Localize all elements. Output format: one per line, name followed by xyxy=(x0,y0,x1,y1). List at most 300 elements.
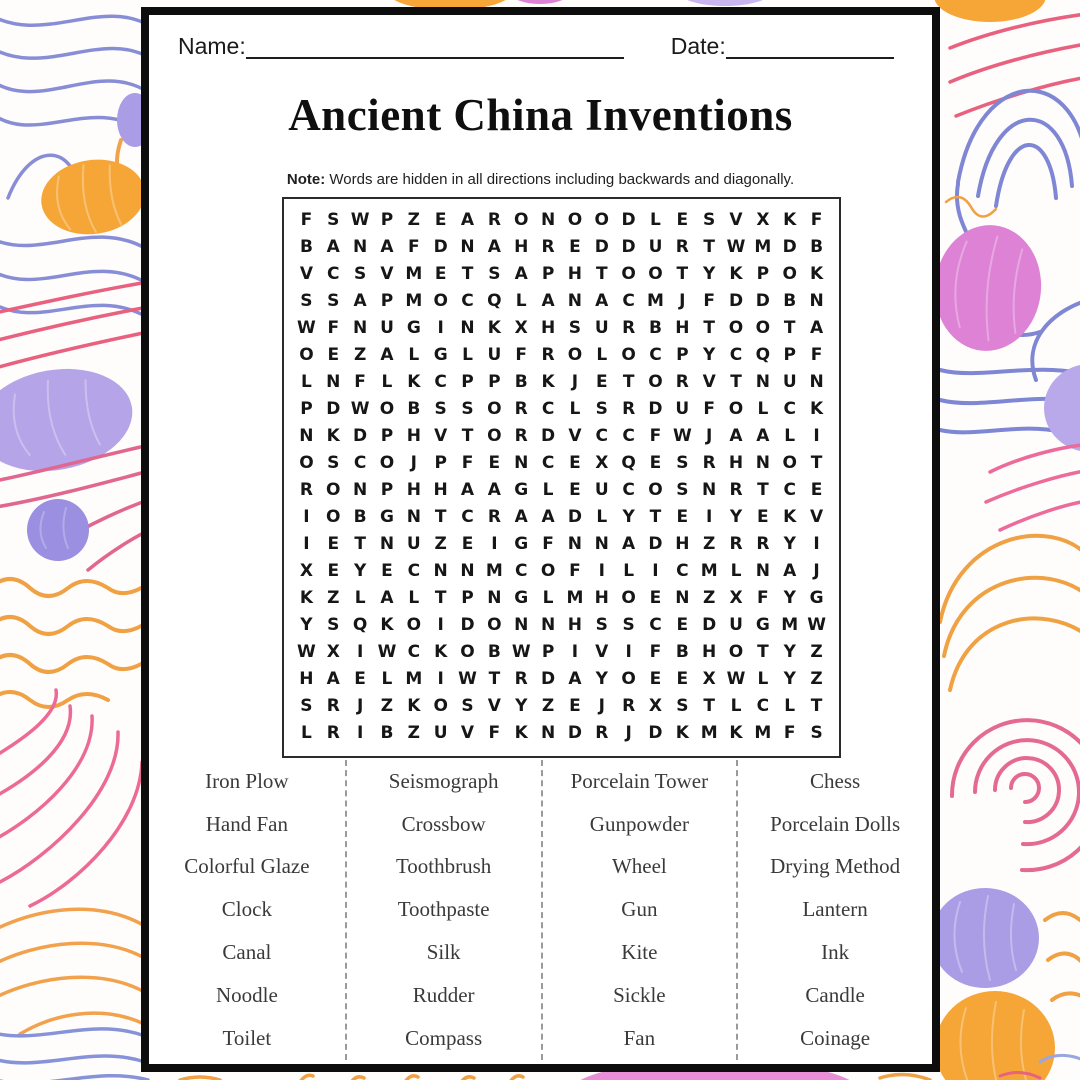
grid-letter-r3-c4: V xyxy=(380,264,394,285)
grid-letter-r19-c7: S xyxy=(461,695,474,716)
grid-letter-r11-c11: E xyxy=(569,479,581,500)
grid-letter-r11-c6: H xyxy=(433,479,448,500)
grid-letter-r8-c18: L xyxy=(757,399,769,420)
grid-letter-r2-c15: R xyxy=(675,237,689,258)
grid-letter-r15-c16: Z xyxy=(703,587,716,608)
grid-letter-r11-c4: P xyxy=(380,479,394,500)
purple-blob-bottom-right xyxy=(931,888,1039,988)
grid-letter-r18-c10: D xyxy=(541,668,556,689)
grid-letter-r9-c18: A xyxy=(756,426,770,447)
grid-letter-r12-c19: K xyxy=(783,506,797,527)
grid-letter-r5-c9: X xyxy=(514,318,528,339)
grid-letter-r14-c8: M xyxy=(485,560,503,581)
grid-letter-r1-c14: L xyxy=(650,210,661,231)
grid-letter-r7-c19: U xyxy=(782,372,797,393)
grid-letter-r3-c2: C xyxy=(327,264,340,285)
grid-letter-r2-c3: N xyxy=(353,237,368,258)
grid-letter-r10-c19: O xyxy=(782,453,797,474)
grid-letter-r6-c18: Q xyxy=(755,345,771,366)
grid-letter-r14-c20: J xyxy=(813,560,820,581)
grid-letter-r19-c16: T xyxy=(703,695,715,716)
grid-letter-r1-c6: E xyxy=(434,210,447,231)
grid-letter-r2-c19: D xyxy=(782,237,797,258)
grid-letter-r11-c15: S xyxy=(676,479,689,500)
grid-letter-r6-c16: Y xyxy=(703,345,716,366)
grid-letter-r5-c19: T xyxy=(783,318,796,339)
grid-letter-r6-c4: A xyxy=(380,345,394,366)
grid-letter-r8-c19: C xyxy=(783,399,796,420)
grid-letter-r12-c18: E xyxy=(757,506,769,527)
note-label: Note: xyxy=(286,171,326,188)
grid-letter-r5-c20: A xyxy=(809,318,824,339)
grid-letter-r7-c1: L xyxy=(301,372,312,393)
grid-letter-r10-c8: E xyxy=(488,453,501,474)
grid-letter-r14-c3: Y xyxy=(353,560,367,581)
grid-letter-r9-c1: N xyxy=(299,426,314,447)
grid-letter-r2-c2: A xyxy=(326,237,340,258)
grid-letter-r6-c15: P xyxy=(676,345,689,366)
grid-letter-r4-c9: L xyxy=(515,291,527,312)
grid-letter-r4-c1: S xyxy=(300,291,313,312)
grid-letter-r16-c14: C xyxy=(649,614,662,635)
grid-letter-r13-c11: N xyxy=(567,533,583,554)
grid-letter-r11-c5: H xyxy=(406,479,421,500)
word-item: Clock xyxy=(221,897,272,922)
grid-letter-r6-c10: R xyxy=(541,345,555,366)
grid-letter-r8-c2: D xyxy=(326,399,341,420)
grid-letter-r11-c16: N xyxy=(702,479,717,500)
grid-letter-r13-c1: I xyxy=(303,533,310,554)
grid-letter-r2-c11: E xyxy=(569,237,581,258)
grid-letter-r16-c2: S xyxy=(327,614,340,635)
grid-letter-r12-c12: L xyxy=(596,506,608,527)
grid-letter-r15-c15: N xyxy=(675,587,690,608)
grid-letter-r16-c11: H xyxy=(567,614,583,635)
grid-letter-r14-c18: N xyxy=(755,560,770,581)
grid-letter-r20-c9: K xyxy=(514,722,528,743)
grid-letter-r1-c20: F xyxy=(810,210,823,231)
grid-letter-r4-c6: O xyxy=(433,291,448,312)
grid-letter-r8-c14: D xyxy=(648,399,663,420)
grid-letter-r10-c15: S xyxy=(676,453,689,474)
grid-letter-r7-c3: F xyxy=(354,372,366,393)
grid-letter-r17-c3: I xyxy=(356,641,364,662)
grid-letter-r18-c13: O xyxy=(621,668,636,689)
grid-letter-r3-c8: S xyxy=(488,264,501,285)
grid-letter-r17-c7: O xyxy=(460,641,475,662)
grid-letter-r14-c16: M xyxy=(700,560,718,581)
grid-letter-r16-c16: D xyxy=(702,614,717,635)
word-item: Gun xyxy=(621,897,658,922)
grid-letter-r13-c5: U xyxy=(406,533,421,554)
grid-letter-r1-c11: O xyxy=(567,210,583,231)
grid-letter-r20-c18: M xyxy=(754,722,772,743)
grid-letter-r7-c17: T xyxy=(730,372,742,393)
date-label: Date: xyxy=(670,32,726,59)
grid-letter-r14-c4: E xyxy=(381,560,393,581)
grid-letter-r7-c14: O xyxy=(648,372,663,393)
grid-letter-r7-c8: P xyxy=(488,372,501,393)
grid-letter-r10-c4: O xyxy=(379,453,395,474)
grid-letter-r14-c1: X xyxy=(299,560,313,581)
grid-letter-r10-c2: S xyxy=(327,453,340,474)
grid-letter-r20-c1: L xyxy=(301,722,312,743)
grid-letter-r7-c18: N xyxy=(755,372,770,393)
grid-letter-r18-c20: Z xyxy=(810,668,823,689)
grid-letter-r20-c8: F xyxy=(488,722,501,743)
word-item: Toothpaste xyxy=(397,897,490,922)
grid-letter-r20-c20: S xyxy=(810,722,823,743)
grid-letter-r14-c9: C xyxy=(514,560,528,581)
grid-letter-r8-c8: O xyxy=(487,399,502,420)
grid-letter-r3-c20: K xyxy=(809,264,824,285)
grid-letter-r18-c6: I xyxy=(437,668,444,689)
grid-letter-r9-c3: D xyxy=(353,426,368,447)
grid-letter-r1-c2: S xyxy=(327,210,340,231)
grid-letter-r18-c17: W xyxy=(726,668,746,689)
grid-letter-r10-c16: R xyxy=(702,453,716,474)
grid-letter-r18-c11: A xyxy=(568,668,582,689)
word-item: Coinage xyxy=(800,1025,871,1050)
grid-letter-r10-c3: C xyxy=(353,453,367,474)
grid-letter-r7-c16: V xyxy=(702,372,716,393)
grid-letter-r1-c7: A xyxy=(460,210,475,231)
grid-letter-r20-c7: V xyxy=(460,722,475,743)
grid-letter-r18-c14: E xyxy=(649,668,662,689)
grid-letter-r13-c3: T xyxy=(354,533,366,554)
word-item: Compass xyxy=(405,1025,483,1050)
grid-letter-r17-c9: W xyxy=(511,641,531,662)
word-item: Ink xyxy=(821,940,850,965)
grid-letter-r4-c11: N xyxy=(567,291,583,312)
grid-letter-r3-c3: S xyxy=(353,264,367,285)
grid-letter-r15-c12: H xyxy=(594,587,609,608)
grid-letter-r19-c20: T xyxy=(810,695,823,716)
grid-letter-r2-c8: A xyxy=(487,237,501,258)
grid-letter-r12-c20: V xyxy=(809,506,824,527)
grid-letter-r9-c9: R xyxy=(514,426,528,447)
grid-letter-r7-c4: L xyxy=(381,372,393,393)
grid-letter-r10-c17: H xyxy=(728,453,744,474)
grid-letter-r19-c18: C xyxy=(756,695,770,716)
grid-letter-r5-c8: K xyxy=(487,318,501,339)
word-item: Sickle xyxy=(613,982,666,1007)
grid-letter-r10-c13: Q xyxy=(621,453,636,474)
grid-letter-r4-c2: S xyxy=(327,291,340,312)
grid-letter-r14-c19: A xyxy=(783,560,797,581)
grid-letter-r18-c15: E xyxy=(676,668,689,689)
grid-letter-r18-c12: Y xyxy=(595,668,608,689)
grid-letter-r5-c6: I xyxy=(437,318,444,339)
grid-letter-r1-c10: N xyxy=(540,210,556,231)
grid-letter-r17-c5: C xyxy=(407,641,421,662)
grid-letter-r11-c19: C xyxy=(783,479,796,500)
grid-letter-r19-c6: O xyxy=(433,695,448,716)
grid-letter-r18-c7: W xyxy=(458,668,477,689)
grid-letter-r12-c15: E xyxy=(676,506,689,527)
word-item: Canal xyxy=(222,940,272,965)
grid-letter-r4-c19: B xyxy=(783,291,797,312)
word-item: Candle xyxy=(805,982,865,1007)
grid-letter-r1-c16: S xyxy=(703,210,716,231)
grid-letter-r7-c5: K xyxy=(407,372,421,393)
word-list xyxy=(149,760,932,1060)
grid-letter-r15-c3: L xyxy=(354,587,366,608)
grid-letter-r13-c14: D xyxy=(648,533,663,554)
grid-letter-r4-c4: P xyxy=(380,291,394,312)
grid-letter-r19-c13: R xyxy=(622,695,636,716)
grid-letter-r2-c5: F xyxy=(408,237,420,258)
grid-letter-r1-c8: R xyxy=(487,210,501,231)
grid-letter-r13-c13: A xyxy=(622,533,636,554)
grid-letter-r9-c16: J xyxy=(706,426,713,447)
grid-letter-r9-c17: A xyxy=(729,426,743,447)
word-item: Toilet xyxy=(222,1025,272,1050)
grid-letter-r4-c5: M xyxy=(405,291,423,312)
grid-letter-r18-c1: H xyxy=(299,668,314,689)
grid-letter-r6-c14: C xyxy=(649,345,662,366)
grid-letter-r15-c5: L xyxy=(408,587,420,608)
grid-letter-r8-c15: U xyxy=(675,399,690,420)
word-column-2 xyxy=(345,760,541,1060)
grid-letter-r8-c13: R xyxy=(622,399,636,420)
grid-letter-r18-c16: X xyxy=(702,668,716,689)
grid-letter-r5-c1: W xyxy=(297,318,316,339)
worksheet-card xyxy=(141,7,940,1072)
grid-letter-r19-c10: Z xyxy=(541,695,555,716)
grid-letter-r4-c17: D xyxy=(728,291,744,312)
grid-letter-r11-c7: A xyxy=(460,479,475,500)
grid-letter-r11-c12: U xyxy=(594,479,609,500)
grid-letter-r13-c18: R xyxy=(756,533,770,554)
word-item: Noodle xyxy=(215,982,278,1007)
grid-letter-r9-c5: H xyxy=(406,426,421,447)
grid-letter-r16-c13: S xyxy=(622,614,635,635)
grid-letter-r12-c14: T xyxy=(649,506,662,527)
grid-letter-r13-c4: N xyxy=(379,533,395,554)
word-item: Silk xyxy=(426,940,461,965)
word-item: Toothbrush xyxy=(395,854,492,879)
name-label: Name: xyxy=(178,32,246,59)
word-item: Lantern xyxy=(802,897,868,922)
grid-letter-r6-c6: G xyxy=(433,345,448,366)
grid-letter-r12-c13: Y xyxy=(622,506,635,527)
grid-letter-r11-c3: N xyxy=(353,479,368,500)
grid-letter-r11-c1: R xyxy=(299,479,313,500)
grid-letter-r5-c4: U xyxy=(380,318,394,339)
word-item: Wheel xyxy=(611,854,667,879)
grid-letter-r5-c16: T xyxy=(703,318,715,339)
grid-letter-r3-c19: O xyxy=(782,264,797,285)
grid-letter-r17-c13: I xyxy=(625,641,632,662)
word-item: Chess xyxy=(810,768,861,793)
grid-letter-r4-c18: D xyxy=(755,291,770,312)
grid-letter-r16-c20: W xyxy=(807,614,826,635)
grid-letter-r16-c12: S xyxy=(595,614,608,635)
grid-letter-r17-c15: B xyxy=(675,641,689,662)
grid-letter-r11-c2: O xyxy=(326,479,341,500)
word-item: Hand Fan xyxy=(205,811,288,836)
grid-letter-r10-c5: J xyxy=(410,453,417,474)
grid-letter-r8-c10: C xyxy=(541,399,555,420)
grid-letter-r7-c11: J xyxy=(571,372,579,393)
grid-letter-r3-c11: H xyxy=(567,264,583,285)
grid-letter-r18-c4: L xyxy=(381,668,393,689)
grid-letter-r9-c8: O xyxy=(487,426,502,447)
grid-letter-r1-c13: D xyxy=(621,210,636,231)
grid-letter-r14-c11: F xyxy=(569,560,581,581)
grid-letter-r6-c13: O xyxy=(621,345,636,366)
word-item: Porcelain Tower xyxy=(570,768,709,793)
grid-letter-r10-c1: O xyxy=(299,453,314,474)
grid-letter-r13-c19: Y xyxy=(783,533,796,554)
grid-letter-r6-c20: F xyxy=(810,345,823,366)
grid-letter-r16-c3: Q xyxy=(352,614,368,635)
grid-letter-r17-c17: O xyxy=(728,641,744,662)
grid-letter-r5-c10: H xyxy=(540,318,556,339)
grid-letter-r8-c17: O xyxy=(728,399,744,420)
grid-letter-r13-c12: N xyxy=(594,533,609,554)
grid-letter-r2-c10: R xyxy=(541,237,555,258)
grid-letter-r8-c16: F xyxy=(703,399,715,420)
grid-letter-r19-c3: J xyxy=(356,695,364,716)
grid-letter-r15-c4: A xyxy=(380,587,394,608)
word-item: Colorful Glaze xyxy=(184,854,310,879)
grid-letter-r7-c20: N xyxy=(809,372,824,393)
grid-letter-r8-c9: R xyxy=(514,399,528,420)
grid-letter-r5-c3: N xyxy=(353,318,368,339)
grid-letter-r1-c17: V xyxy=(729,210,743,231)
grid-letter-r7-c9: B xyxy=(514,372,528,393)
grid-letter-r15-c8: N xyxy=(487,587,502,608)
grid-letter-r17-c10: P xyxy=(541,641,555,662)
grid-letter-r20-c2: R xyxy=(326,722,340,743)
grid-letter-r13-c17: R xyxy=(729,533,743,554)
word-item: Iron Plow xyxy=(205,768,289,793)
grid-letter-r16-c18: G xyxy=(755,614,770,635)
grid-letter-r13-c10: F xyxy=(542,533,554,554)
grid-letter-r18-c5: M xyxy=(405,668,423,689)
grid-letter-r13-c15: H xyxy=(675,533,690,554)
grid-letter-r15-c10: L xyxy=(542,587,554,608)
grid-letter-r9-c4: P xyxy=(380,426,394,447)
grid-letter-r7-c6: C xyxy=(434,372,447,393)
name-blank-line xyxy=(246,31,624,59)
grid-letter-r12-c3: B xyxy=(353,506,367,527)
grid-letter-r3-c1: V xyxy=(299,264,313,285)
grid-letter-r9-c14: F xyxy=(649,426,662,447)
word-column-3 xyxy=(541,760,737,1060)
grid-letter-r16-c1: Y xyxy=(300,614,313,635)
grid-letter-r14-c17: L xyxy=(730,560,742,581)
grid-letter-r1-c12: O xyxy=(594,210,609,231)
grid-letter-r12-c10: A xyxy=(541,506,555,527)
grid-letter-r16-c10: N xyxy=(540,614,556,635)
grid-letter-r13-c8: I xyxy=(491,533,498,554)
grid-letter-r4-c3: A xyxy=(353,291,367,312)
grid-letter-r17-c12: V xyxy=(595,641,609,662)
word-item: Porcelain Dolls xyxy=(770,811,901,836)
grid-letter-r17-c4: W xyxy=(377,641,397,662)
grid-letter-r20-c11: D xyxy=(567,722,582,743)
grid-letter-r18-c3: E xyxy=(354,668,366,689)
grid-letter-r19-c9: Y xyxy=(515,695,528,716)
grid-letter-r7-c10: K xyxy=(541,372,555,393)
grid-letter-r5-c13: R xyxy=(622,318,636,339)
grid-letter-r5-c2: F xyxy=(327,318,340,339)
grid-letter-r12-c4: G xyxy=(379,506,394,527)
grid-letter-r6-c17: C xyxy=(729,345,743,366)
grid-letter-r6-c19: P xyxy=(783,345,796,366)
grid-letter-r8-c5: B xyxy=(407,399,421,420)
grid-letter-r13-c2: E xyxy=(327,533,340,554)
grid-letter-r20-c19: F xyxy=(783,722,796,743)
grid-letter-r20-c17: K xyxy=(729,722,743,743)
grid-letter-r15-c6: T xyxy=(434,587,447,608)
page-title: Ancient China Inventions xyxy=(288,90,793,140)
grid-letter-r12-c6: T xyxy=(434,506,447,527)
grid-letter-r15-c7: P xyxy=(461,587,474,608)
grid-letter-r7-c13: T xyxy=(622,372,635,393)
grid-letter-r6-c8: U xyxy=(487,345,502,366)
grid-letter-r6-c5: L xyxy=(408,345,420,366)
grid-letter-r2-c1: B xyxy=(299,237,313,258)
grid-letter-r1-c9: O xyxy=(513,210,529,231)
grid-letter-r18-c18: L xyxy=(757,668,769,689)
grid-letter-r7-c12: E xyxy=(595,372,608,393)
grid-letter-r14-c7: N xyxy=(460,560,475,581)
grid-letter-r11-c9: G xyxy=(514,479,529,500)
grid-letter-r15-c2: Z xyxy=(327,587,340,608)
grid-letter-r10-c10: C xyxy=(541,453,555,474)
grid-letter-r19-c5: K xyxy=(407,695,421,716)
grid-letter-r16-c8: O xyxy=(487,614,502,635)
grid-letter-r19-c11: E xyxy=(569,695,581,716)
grid-letter-r11-c8: A xyxy=(487,479,501,500)
grid-letter-r16-c7: D xyxy=(460,614,475,635)
grid-letter-r3-c17: K xyxy=(729,264,743,285)
grid-letter-r12-c11: D xyxy=(567,506,582,527)
grid-letter-r17-c2: X xyxy=(326,641,340,662)
grid-letter-r16-c9: N xyxy=(514,614,529,635)
grid-letter-r7-c15: R xyxy=(675,372,689,393)
grid-letter-r5-c5: G xyxy=(406,318,421,339)
grid-letter-r14-c6: N xyxy=(433,560,448,581)
grid-letter-r12-c1: I xyxy=(303,506,310,527)
word-column-4 xyxy=(736,760,932,1060)
grid-letter-r17-c18: T xyxy=(757,641,769,662)
grid-letter-r14-c5: C xyxy=(407,560,421,581)
grid-letter-r20-c14: D xyxy=(648,722,663,743)
grid-letter-r4-c15: J xyxy=(679,291,686,312)
grid-letter-r16-c6: I xyxy=(437,614,444,635)
word-column-1 xyxy=(149,760,345,1060)
grid-letter-r18-c19: Y xyxy=(783,668,796,689)
grid-letter-r3-c7: T xyxy=(461,264,474,285)
grid-letter-r17-c6: K xyxy=(434,641,448,662)
word-item: Drying Method xyxy=(770,854,901,879)
grid-letter-r3-c12: T xyxy=(595,264,608,285)
grid-letter-r14-c2: E xyxy=(327,560,340,581)
grid-letter-r9-c13: C xyxy=(622,426,635,447)
grid-letter-r15-c13: O xyxy=(621,587,636,608)
grid-letter-r9-c6: V xyxy=(434,426,448,447)
grid-letter-r13-c6: Z xyxy=(434,533,447,554)
grid-letter-r10-c9: N xyxy=(514,453,529,474)
grid-letter-r8-c12: S xyxy=(595,399,608,420)
grid-letter-r11-c18: T xyxy=(757,479,769,500)
grid-letter-r9-c20: I xyxy=(813,426,820,447)
